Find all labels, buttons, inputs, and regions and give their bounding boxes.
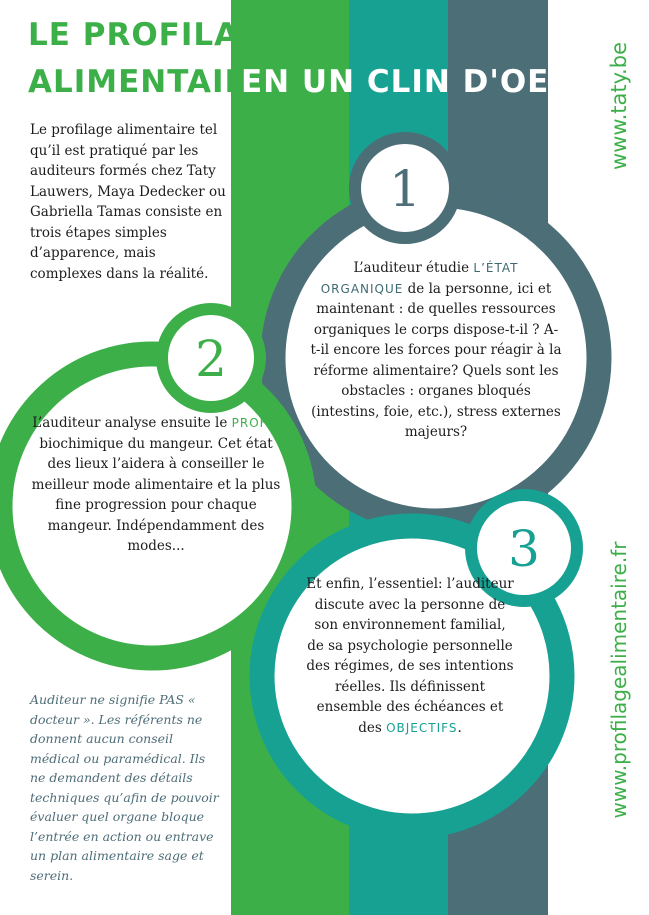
title-line-2: ALIMENTAIRE — [28, 64, 272, 100]
step-3-text — [305, 574, 515, 738]
step-3-text-after: . — [457, 719, 462, 736]
step-1-text-after: de la personne, ici et maintenant : de quelles ressources organiques le corps dispose-t-il ? A-t-il encore les forces pour réagir à la réforme alimentaire? Quels sont les obstacles : organes bloqués (intestins, foie, etc.), stress externes majeurs? — [310, 280, 562, 440]
website-link-taty[interactable]: www.taty.be — [607, 42, 631, 170]
intro-paragraph: Le profilage alimentaire tel qu’il est pratiqué par les auditeurs formés chez Taty Lauwers, Maya Dedecker ou Gabriella Tamas consiste en trois étapes simples d’apparence, mais complexes dans la réalité. — [30, 122, 226, 282]
step-1-number: 1 — [389, 160, 421, 218]
step-2-highlight: PROFIL — [231, 416, 280, 430]
step-1-text-before: L’auditeur étudie — [353, 260, 470, 276]
step-3-text-before: Et enfin, l’essentiel: l’auditeur discute avec la personne de son environnement familial, de sa psychologie personnelle des régimes, de ses intentions réelles. Ils définissent ensemble des échéances et des — [306, 576, 514, 736]
disclaimer-note: Auditeur ne signifie PAS « docteur ». Les référents ne donnent aucun conseil médical ou paramédical. Ils ne demandent des détails techniques qu’afin de pouvoir évaluer quel organe bloque l’entrée en action ou entrave un plan alimentaire sage et serein. — [30, 692, 219, 883]
step-2-number: 2 — [195, 330, 227, 388]
website-link-profilage[interactable]: www.profilagealimentaire.fr — [607, 541, 631, 819]
step-2-text-after: biochimique du mangeur. Cet état des lieux l’aidera à conseiller le meilleur mode alimentaire et la plus fine progression pour chaque mangeur. Indépendamment des modes... — [31, 435, 281, 554]
step-3-number: 3 — [508, 520, 540, 578]
step-3-highlight: OBJECTIFS — [386, 720, 458, 735]
step-1-highlight: L’ÉTAT ORGANIQUE — [320, 261, 519, 296]
step-2-text-before: L’auditeur analyse ensuite le — [32, 415, 228, 431]
step-1-text — [310, 258, 562, 443]
title-line-2-right: EN UN CLIN D'OEIL — [241, 64, 583, 100]
step-2-text — [30, 413, 282, 557]
title-line-1: LE PROFILAGE — [28, 17, 288, 53]
